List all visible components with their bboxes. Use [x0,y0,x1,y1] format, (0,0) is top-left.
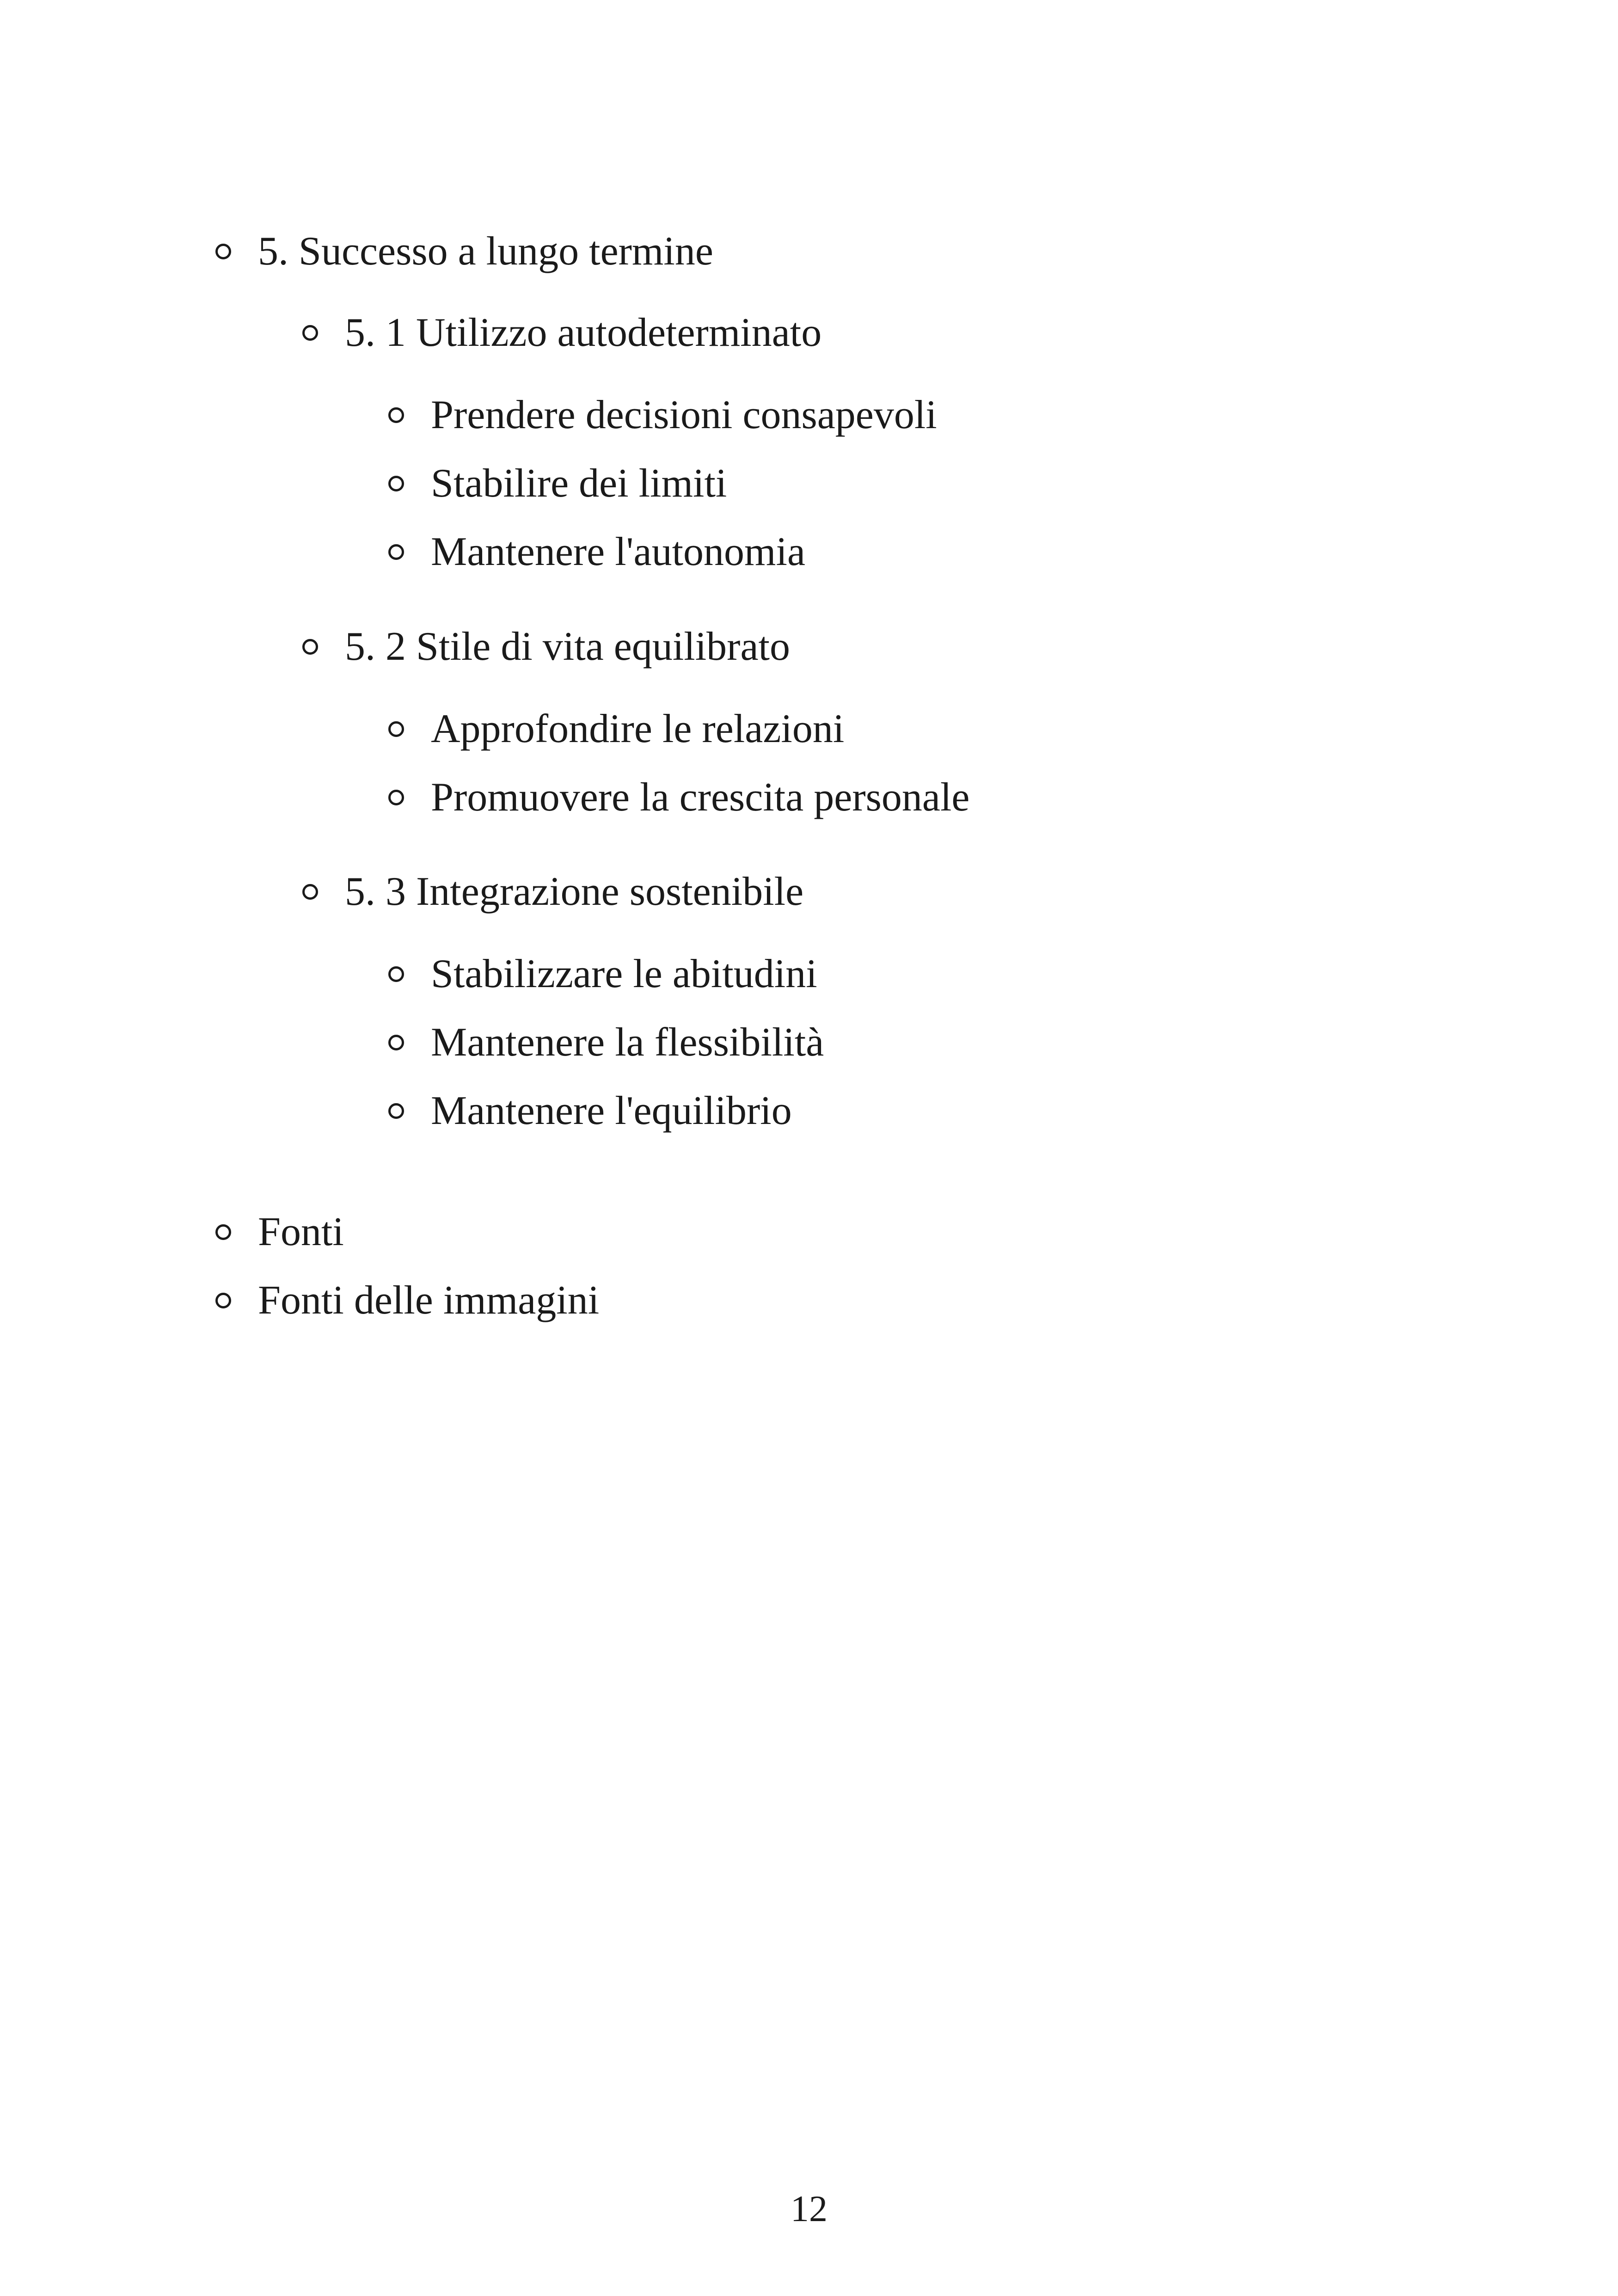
toc-item[interactable] [388,1022,824,1063]
circle-bullet-icon [388,544,404,560]
toc-item-label: Mantenere l'equilibrio [431,1088,792,1133]
circle-bullet-icon [388,1103,404,1119]
toc-item-label: Mantenere la flessibilità [431,1020,824,1065]
circle-bullet-icon [388,721,404,737]
toc-item-section-5-2[interactable] [302,626,790,667]
toc-item-label: 5. 3 Integrazione sostenibile [345,869,804,914]
toc-item-label: Fonti [258,1209,344,1254]
circle-bullet-icon [302,325,318,341]
toc-item-section-5-1[interactable] [302,310,822,355]
toc-item-label: Stabilizzare le abitudini [431,952,817,996]
toc-item-fonti[interactable] [215,1209,344,1254]
toc-item-label: Mantenere l'autonomia [431,529,806,574]
toc-item-label: Promuovere la crescita personale [431,775,970,820]
toc-item-label: Approfondire le relazioni [431,706,845,751]
toc-item-label: 5. 2 Stile di vita equilibrato [345,624,790,669]
toc-item-section-5[interactable] [215,231,713,272]
circle-bullet-icon [388,790,404,805]
toc-item-label: Stabilire dei limiti [431,461,727,506]
toc-item-label: 5. 1 Utilizzo autodeterminato [345,310,822,355]
toc-item[interactable] [388,777,969,818]
circle-bullet-icon [388,476,404,491]
circle-bullet-icon [302,884,318,900]
circle-bullet-icon [215,244,231,259]
toc-item-fonti-immagini[interactable] [215,1280,599,1321]
circle-bullet-icon [215,1293,231,1308]
page-number: 12 [791,2189,827,2229]
toc-item-label: Prendere decisioni consapevoli [431,393,937,437]
toc-item-label: Fonti delle immagini [258,1278,600,1323]
toc-item-label: 5. Successo a lungo termine [258,229,713,274]
toc-item[interactable] [388,954,817,995]
toc-item[interactable] [388,1088,792,1133]
toc-item[interactable] [388,395,937,436]
toc-item[interactable] [388,529,806,574]
circle-bullet-icon [388,407,404,423]
circle-bullet-icon [388,1035,404,1050]
circle-bullet-icon [388,966,404,982]
circle-bullet-icon [302,639,318,655]
circle-bullet-icon [215,1224,231,1240]
toc-item[interactable] [388,706,845,751]
toc-item[interactable] [388,463,727,504]
toc-item-section-5-3[interactable] [302,869,804,914]
